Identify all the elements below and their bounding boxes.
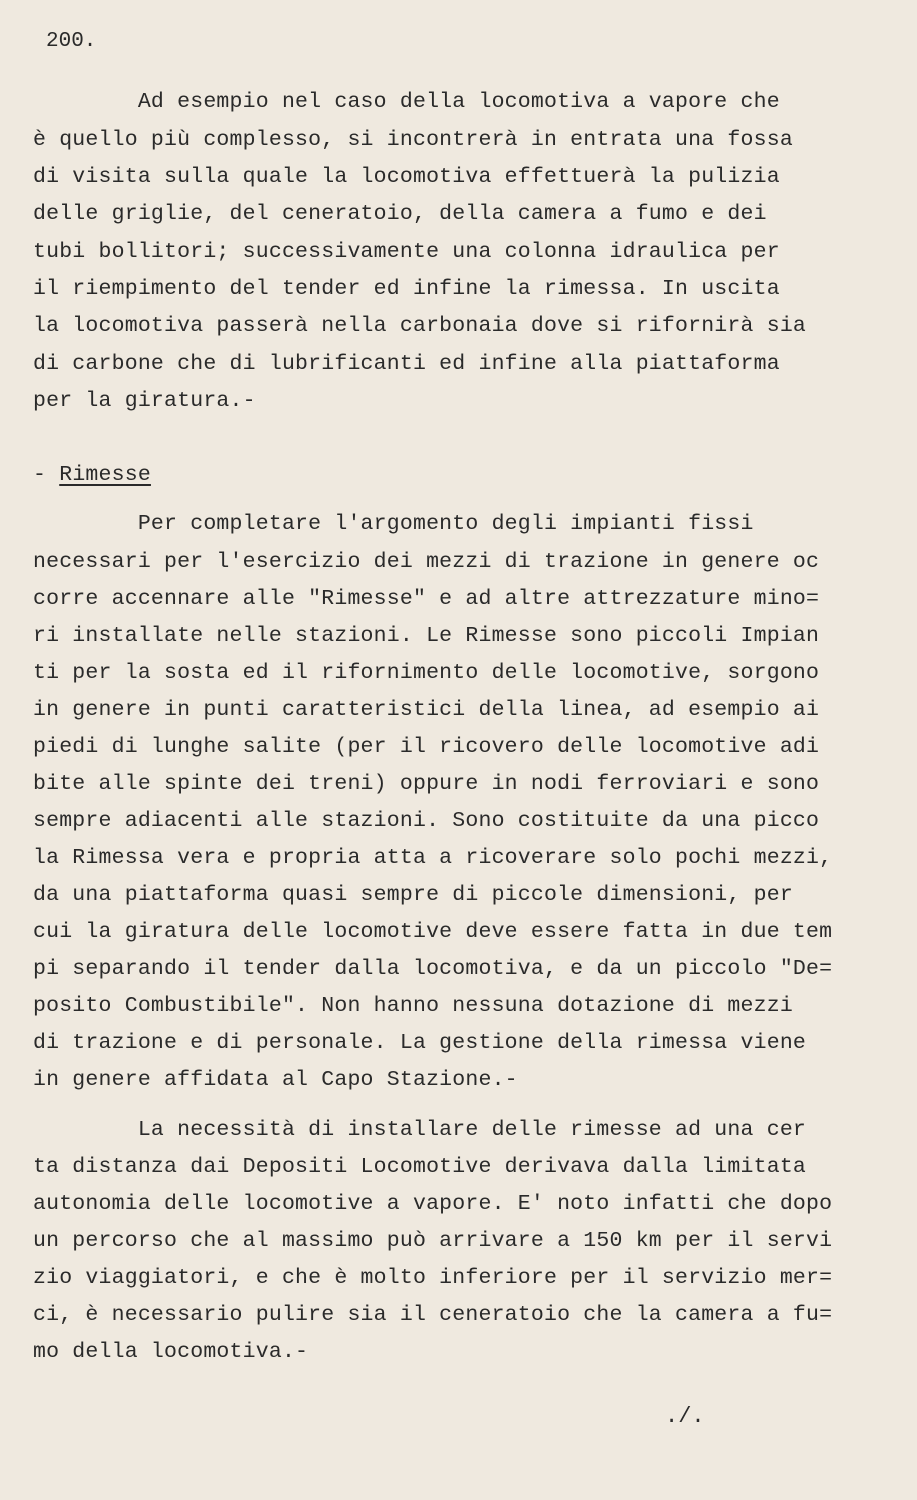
text-line: di carbone che di lubrificanti ed infine alla piattaforma — [33, 352, 780, 376]
text-line: cui la giratura delle locomotive deve essere fatta in due tem — [33, 920, 833, 944]
text-line: un percorso che al massimo può arrivare a 150 km per il servi — [33, 1229, 833, 1253]
page-number: 200. — [46, 30, 97, 53]
text-line: ti per la sosta ed il rifornimento delle locomotive, sorgono — [33, 661, 820, 685]
text-line: ta distanza dai Depositi Locomotive derivava dalla limitata — [33, 1155, 807, 1179]
text-line: mo della locomotiva.- — [33, 1340, 309, 1364]
continuation-mark: ./. — [665, 1404, 705, 1429]
text-line: per la giratura.- — [33, 389, 256, 413]
text-line: La necessità di installare delle rimesse ad una cer — [33, 1118, 807, 1142]
text-line: di visita sulla quale la locomotiva effettuerà la pulizia — [33, 165, 780, 189]
text-line: delle griglie, del ceneratoio, della camera a fumo e dei — [33, 202, 767, 226]
text-line: ri installate nelle stazioni. Le Rimesse sono piccoli Impian — [33, 624, 820, 648]
section-heading — [33, 461, 151, 489]
heading-dash: - — [33, 463, 60, 487]
text-line: piedi di lunghe salite (per il ricovero delle locomotive adi — [33, 735, 820, 759]
text-line: posito Combustibile". Non hanno nessuna dotazione di mezzi — [33, 994, 793, 1018]
text-line: sempre adiacenti alle stazioni. Sono costituite da una picco — [33, 809, 820, 833]
text-line: Ad esempio nel caso della locomotiva a vapore che — [33, 90, 780, 114]
text-line: pi separando il tender dalla locomotiva, e da un piccolo "De= — [33, 957, 833, 981]
text-line: corre accennare alle "Rimesse" e ad altre attrezzature mino= — [33, 587, 820, 611]
text-line: il riempimento del tender ed infine la rimessa. In uscita — [33, 277, 780, 301]
text-line: tubi bollitori; successivamente una colonna idraulica per — [33, 240, 780, 264]
text-line: in genere affidata al Capo Stazione.- — [33, 1068, 518, 1092]
heading-title: Rimesse — [59, 463, 151, 487]
text-line: ci, è necessario pulire sia il ceneratoio che la camera a fu= — [33, 1303, 833, 1327]
text-line: bite alle spinte dei treni) oppure in nodi ferroviari e sono — [33, 772, 820, 796]
text-line: da una piattaforma quasi sempre di piccole dimensioni, per — [33, 883, 793, 907]
text-line: la Rimessa vera e propria atta a ricoverare solo pochi mezzi, — [33, 846, 833, 870]
text-line: zio viaggiatori, e che è molto inferiore per il servizio mer= — [33, 1266, 833, 1290]
text-line: la locomotiva passerà nella carbonaia dove si rifornirà sia — [33, 314, 807, 338]
text-line: è quello più complesso, si incontrerà in entrata una fossa — [33, 128, 793, 152]
text-line: in genere in punti caratteristici della linea, ad esempio ai — [33, 698, 820, 722]
text-line: di trazione e di personale. La gestione della rimessa viene — [33, 1031, 807, 1055]
text-line: autonomia delle locomotive a vapore. E' noto infatti che dopo — [33, 1192, 833, 1216]
text-line: Per completare l'argomento degli impianti fissi — [33, 512, 754, 536]
text-line: necessari per l'esercizio dei mezzi di trazione in genere oc — [33, 550, 820, 574]
